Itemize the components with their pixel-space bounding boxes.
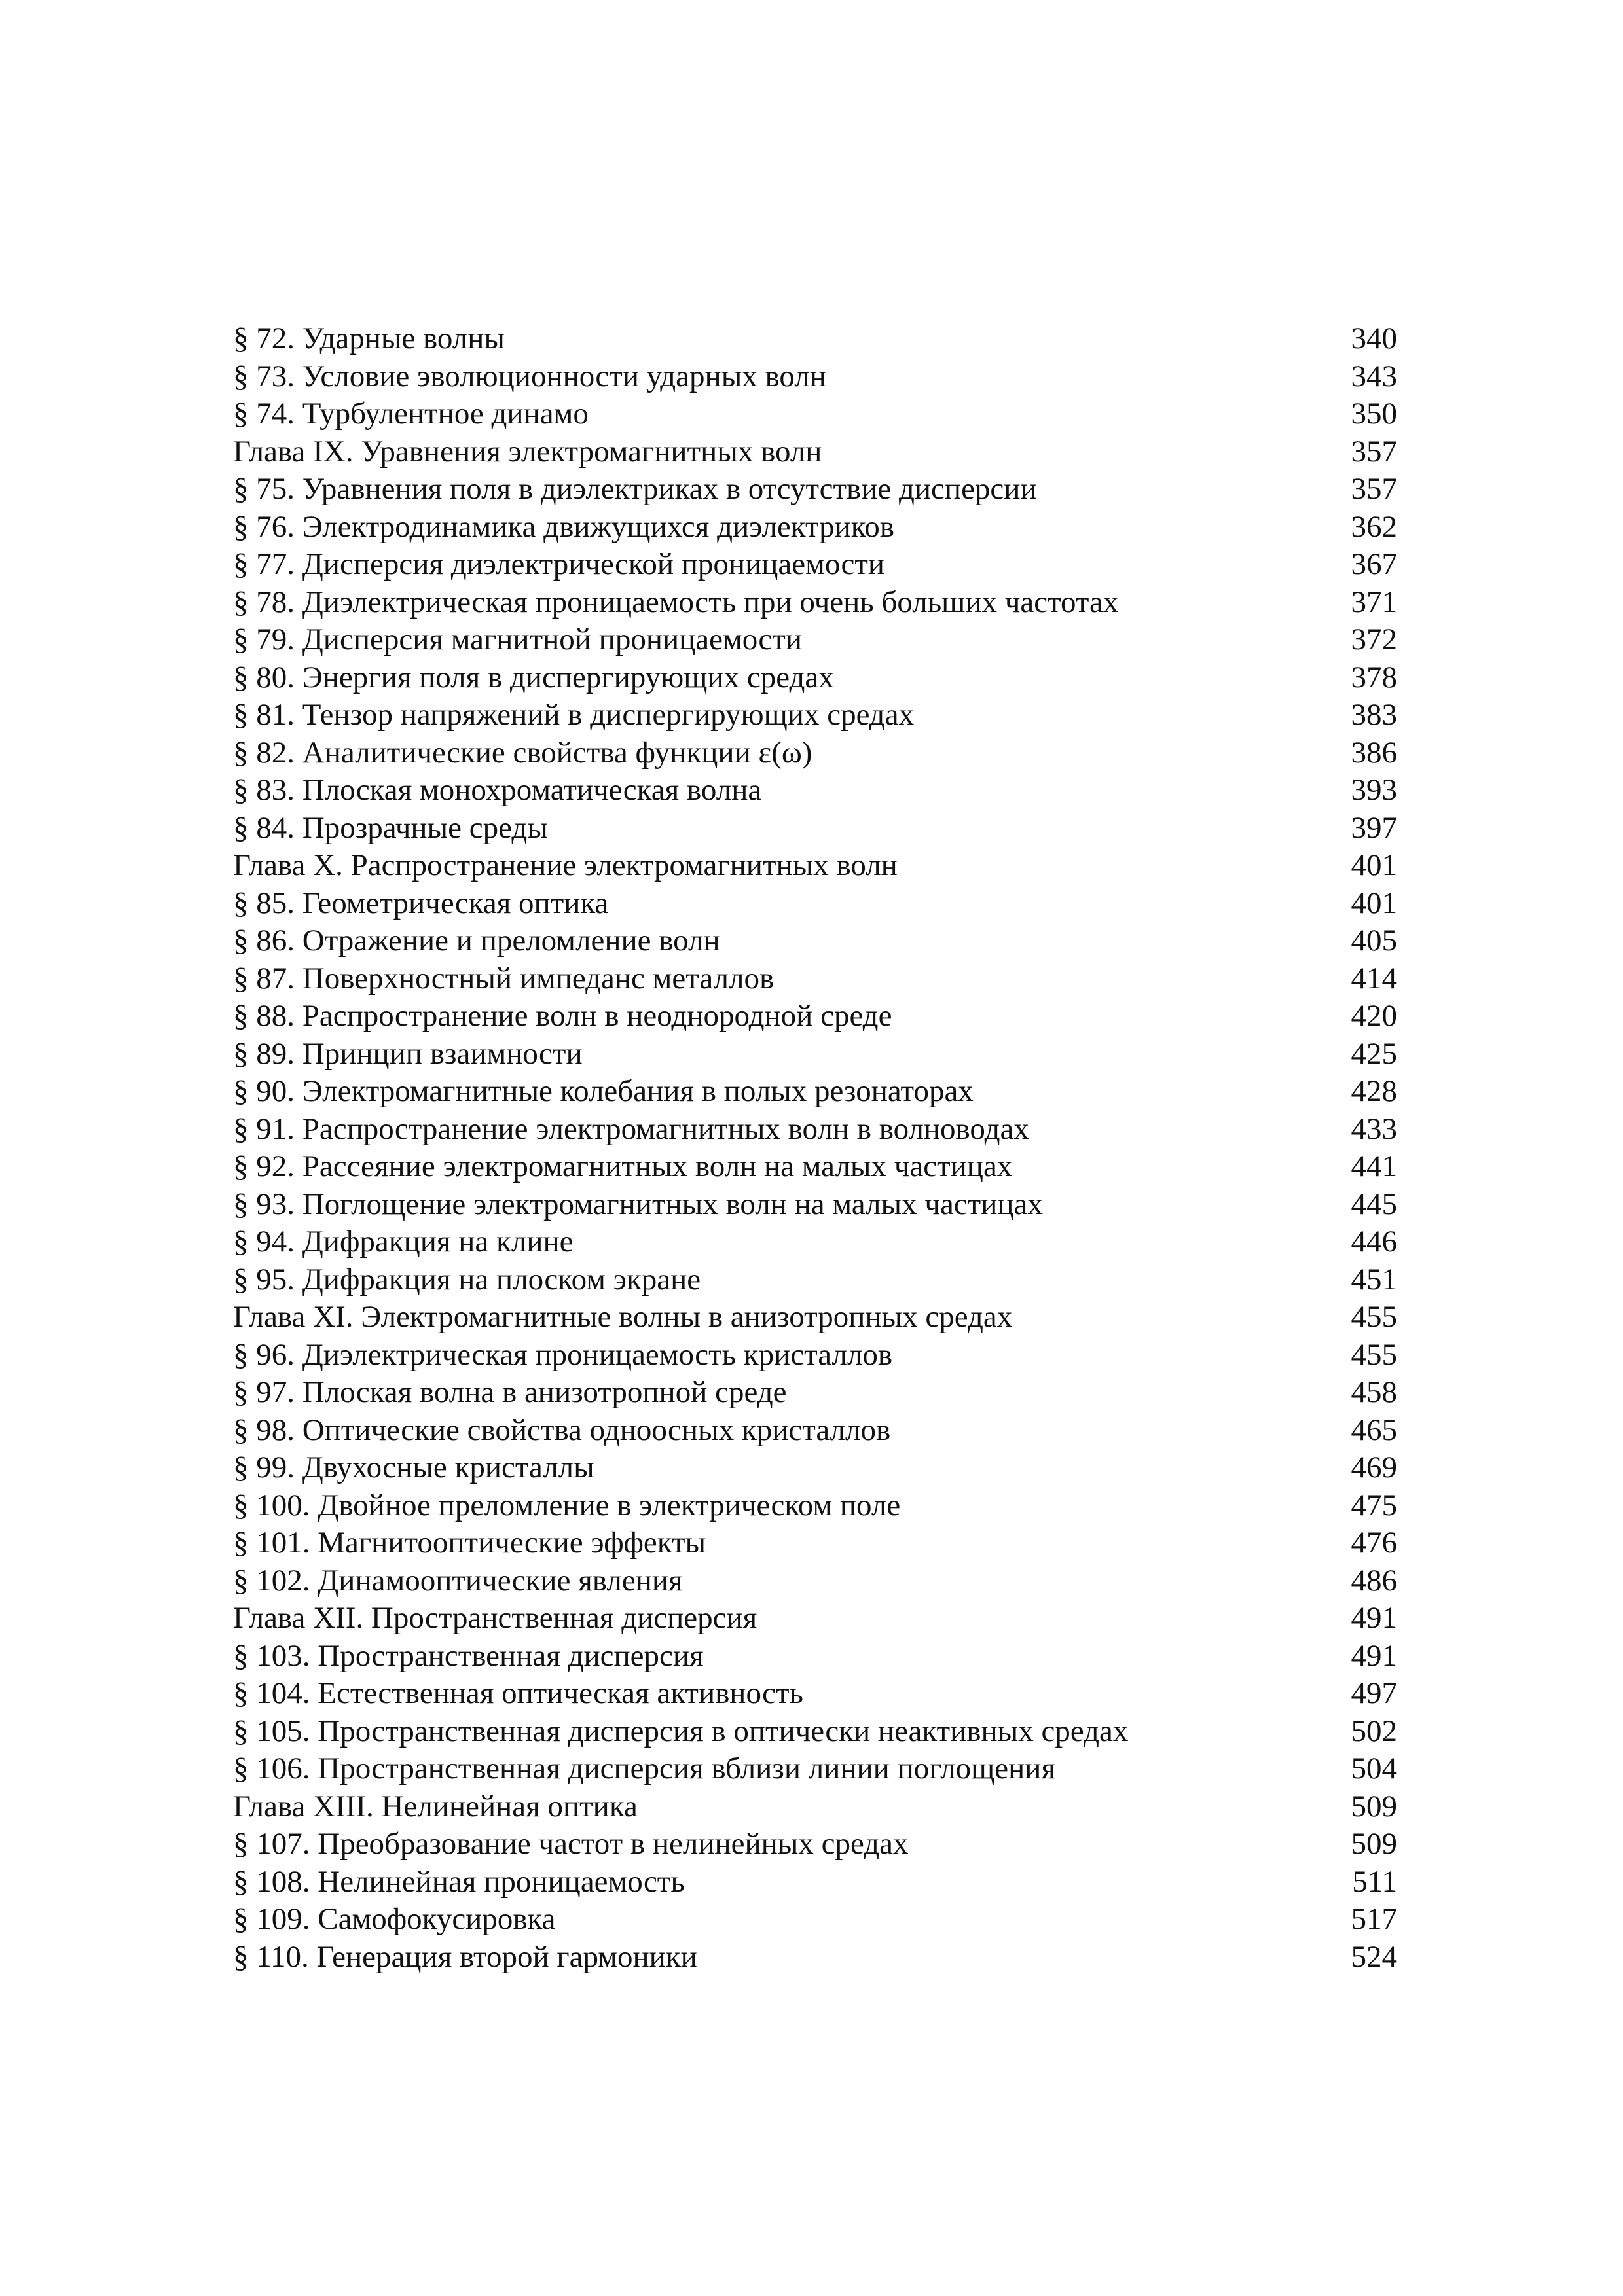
toc-entry-title: § 108. Нелинейная проницаемость <box>233 1864 685 1899</box>
toc-entry-title: § 78. Диэлектрическая проницаемость при очень больших частотах <box>233 584 1119 619</box>
toc-chapter-entry <box>233 433 1397 471</box>
toc-section-entry <box>233 696 1397 734</box>
toc-entry-page: 397 <box>1351 810 1397 845</box>
toc-section-entry <box>233 1863 1397 1901</box>
toc-entry-title: § 107. Преобразование частот в нелинейных средах <box>233 1827 909 1861</box>
toc-entry-title: § 81. Тензор напряжений в диспергирующих средах <box>233 698 915 732</box>
toc-entry-page: 465 <box>1351 1412 1397 1447</box>
toc-section-entry <box>233 1412 1397 1450</box>
toc-entry-page: 517 <box>1351 1902 1397 1936</box>
toc-section-entry <box>233 997 1397 1035</box>
toc-entry-title: § 83. Плоская монохроматическая волна <box>233 773 762 807</box>
toc-entry-title: § 88. Распространение волн в неоднородной среде <box>233 999 892 1033</box>
toc-entry-page: 511 <box>1352 1864 1397 1899</box>
toc-entry-title: § 92. Рассеяние электромагнитных волн на малых частицах <box>233 1149 1013 1183</box>
toc-entry-title: § 98. Оптические свойства одноосных кристаллов <box>233 1412 891 1447</box>
table-of-contents <box>233 320 1397 1976</box>
toc-entry-page: 401 <box>1351 886 1397 920</box>
toc-entry-title: § 76. Электродинамика движущихся диэлектриков <box>233 509 894 544</box>
toc-section-entry <box>233 471 1397 509</box>
toc-entry-title: § 97. Плоская волна в анизотропной среде <box>233 1375 787 1409</box>
toc-entry-page: 475 <box>1351 1488 1397 1522</box>
toc-section-entry <box>233 1374 1397 1412</box>
toc-section-entry <box>233 1825 1397 1863</box>
toc-entry-title: § 96. Диэлектрическая проницаемость кристаллов <box>233 1337 893 1372</box>
toc-entry-page: 458 <box>1351 1375 1397 1409</box>
toc-entry-title: § 95. Дифракция на плоском экране <box>233 1262 701 1297</box>
toc-entry-title: Глава X. Распространение электромагнитных волн <box>233 848 898 882</box>
toc-entry-title: § 74. Турбулентное динамо <box>233 397 589 431</box>
toc-entry-title: § 84. Прозрачные среды <box>233 810 548 845</box>
toc-section-entry <box>233 1750 1397 1788</box>
toc-section-entry <box>233 1675 1397 1713</box>
toc-entry-page: 357 <box>1351 434 1397 469</box>
toc-entry-page: 428 <box>1351 1074 1397 1108</box>
toc-section-entry <box>233 772 1397 810</box>
toc-entry-page: 441 <box>1351 1149 1397 1183</box>
toc-entry-title: § 77. Дисперсия диэлектрической проницаемости <box>233 547 885 581</box>
toc-entry-title: Глава IX. Уравнения электромагнитных волн <box>233 434 822 469</box>
toc-entry-title: § 106. Пространственная дисперсия вблизи линии поглощения <box>233 1751 1056 1785</box>
toc-entry-page: 497 <box>1351 1676 1397 1710</box>
toc-entry-title: Глава XI. Электромагнитные волны в анизотропных средах <box>233 1300 1013 1334</box>
toc-entry-title: § 105. Пространственная дисперсия в оптически неактивных средах <box>233 1713 1129 1748</box>
toc-entry-page: 451 <box>1351 1262 1397 1297</box>
toc-entry-page: 420 <box>1351 999 1397 1033</box>
toc-section-entry <box>233 509 1397 547</box>
toc-entry-title: § 109. Самофокусировка <box>233 1902 556 1936</box>
toc-entry-title: § 72. Ударные волны <box>233 321 505 355</box>
toc-entry-page: 491 <box>1351 1638 1397 1673</box>
toc-entry-title: Глава XII. Пространственная дисперсия <box>233 1601 757 1635</box>
toc-chapter-entry <box>233 1788 1397 1826</box>
toc-entry-page: 445 <box>1351 1187 1397 1221</box>
toc-section-entry <box>233 1148 1397 1186</box>
toc-section-entry <box>233 1111 1397 1149</box>
toc-entry-page: 504 <box>1351 1751 1397 1785</box>
toc-entry-page: 340 <box>1351 321 1397 355</box>
toc-entry-page: 486 <box>1351 1563 1397 1598</box>
toc-entry-title: § 89. Принцип взаимности <box>233 1036 583 1071</box>
toc-entry-page: 455 <box>1351 1300 1397 1334</box>
toc-entry-title: § 79. Дисперсия магнитной проницаемости <box>233 622 802 656</box>
toc-entry-page: 476 <box>1351 1526 1397 1560</box>
toc-section-entry <box>233 1524 1397 1562</box>
toc-entry-title: § 85. Геометрическая оптика <box>233 886 609 920</box>
toc-entry-title: § 80. Энергия поля в диспергирующих средах <box>233 660 834 694</box>
toc-entry-title: § 73. Условие эволюционности ударных волн <box>233 359 826 393</box>
toc-entry-page: 509 <box>1351 1827 1397 1861</box>
toc-section-entry <box>233 1186 1397 1224</box>
toc-section-entry <box>233 1562 1397 1600</box>
toc-entry-title: § 94. Дифракция на клине <box>233 1225 574 1259</box>
toc-section-entry <box>233 960 1397 998</box>
toc-entry-page: 350 <box>1351 397 1397 431</box>
toc-entry-title: § 82. Аналитические свойства функции ε(ω) <box>233 735 812 770</box>
toc-entry-page: 455 <box>1351 1337 1397 1372</box>
toc-entry-title: § 86. Отражение и преломление волн <box>233 924 720 958</box>
toc-entry-page: 367 <box>1351 547 1397 581</box>
toc-entry-title: § 101. Магнитооптические эффекты <box>233 1526 706 1560</box>
toc-section-entry <box>233 621 1397 659</box>
toc-entry-title: § 100. Двойное преломление в электрическом поле <box>233 1488 901 1522</box>
toc-entry-page: 524 <box>1351 1939 1397 1974</box>
toc-chapter-entry <box>233 847 1397 885</box>
toc-entry-page: 433 <box>1351 1111 1397 1146</box>
toc-chapter-entry <box>233 1299 1397 1336</box>
toc-entry-title: § 91. Распространение электромагнитных волн в волноводах <box>233 1111 1029 1146</box>
toc-entry-title: § 99. Двухосные кристаллы <box>233 1450 594 1484</box>
toc-entry-page: 446 <box>1351 1225 1397 1259</box>
toc-section-entry <box>233 358 1397 396</box>
toc-entry-page: 469 <box>1351 1450 1397 1484</box>
toc-entry-page: 491 <box>1351 1601 1397 1635</box>
toc-section-entry <box>233 734 1397 772</box>
toc-entry-title: § 75. Уравнения поля в диэлектриках в отсутствие дисперсии <box>233 472 1037 506</box>
toc-entry-title: § 103. Пространственная дисперсия <box>233 1638 704 1673</box>
toc-entry-page: 371 <box>1351 584 1397 619</box>
toc-entry-title: § 110. Генерация второй гармоники <box>233 1939 697 1974</box>
toc-section-entry <box>233 1261 1397 1299</box>
toc-section-entry <box>233 810 1397 848</box>
toc-section-entry <box>233 1638 1397 1676</box>
toc-entry-page: 386 <box>1351 735 1397 770</box>
toc-entry-page: 393 <box>1351 773 1397 807</box>
toc-entry-title: § 102. Динамооптические явления <box>233 1563 683 1598</box>
toc-chapter-entry <box>233 1600 1397 1638</box>
toc-entry-page: 425 <box>1351 1036 1397 1071</box>
toc-section-entry <box>233 395 1397 433</box>
toc-section-entry <box>233 1449 1397 1487</box>
toc-entry-page: 383 <box>1351 698 1397 732</box>
toc-section-entry <box>233 885 1397 923</box>
toc-entry-title: § 87. Поверхностный импеданс металлов <box>233 961 775 996</box>
toc-entry-page: 401 <box>1351 848 1397 882</box>
toc-section-entry <box>233 584 1397 622</box>
toc-entry-page: 362 <box>1351 509 1397 544</box>
toc-section-entry <box>233 1073 1397 1111</box>
toc-section-entry <box>233 1035 1397 1073</box>
toc-section-entry <box>233 659 1397 697</box>
toc-entry-title: § 90. Электромагнитные колебания в полых резонаторах <box>233 1074 974 1108</box>
toc-section-entry <box>233 1939 1397 1977</box>
toc-entry-page: 405 <box>1351 924 1397 958</box>
toc-section-entry <box>233 1487 1397 1525</box>
toc-entry-title: § 93. Поглощение электромагнитных волн на малых частицах <box>233 1187 1043 1221</box>
toc-entry-page: 357 <box>1351 472 1397 506</box>
toc-section-entry <box>233 1336 1397 1374</box>
toc-entry-page: 502 <box>1351 1713 1397 1748</box>
toc-section-entry <box>233 546 1397 584</box>
toc-entry-page: 343 <box>1351 359 1397 393</box>
toc-entry-title: Глава XIII. Нелинейная оптика <box>233 1789 638 1823</box>
toc-entry-page: 372 <box>1351 622 1397 656</box>
toc-entry-title: § 104. Естественная оптическая активность <box>233 1676 803 1710</box>
toc-section-entry <box>233 922 1397 960</box>
toc-entry-page: 414 <box>1351 961 1397 996</box>
toc-section-entry <box>233 320 1397 358</box>
toc-section-entry <box>233 1901 1397 1939</box>
toc-entry-page: 509 <box>1351 1789 1397 1823</box>
toc-entry-page: 378 <box>1351 660 1397 694</box>
toc-section-entry <box>233 1223 1397 1261</box>
toc-section-entry <box>233 1713 1397 1751</box>
